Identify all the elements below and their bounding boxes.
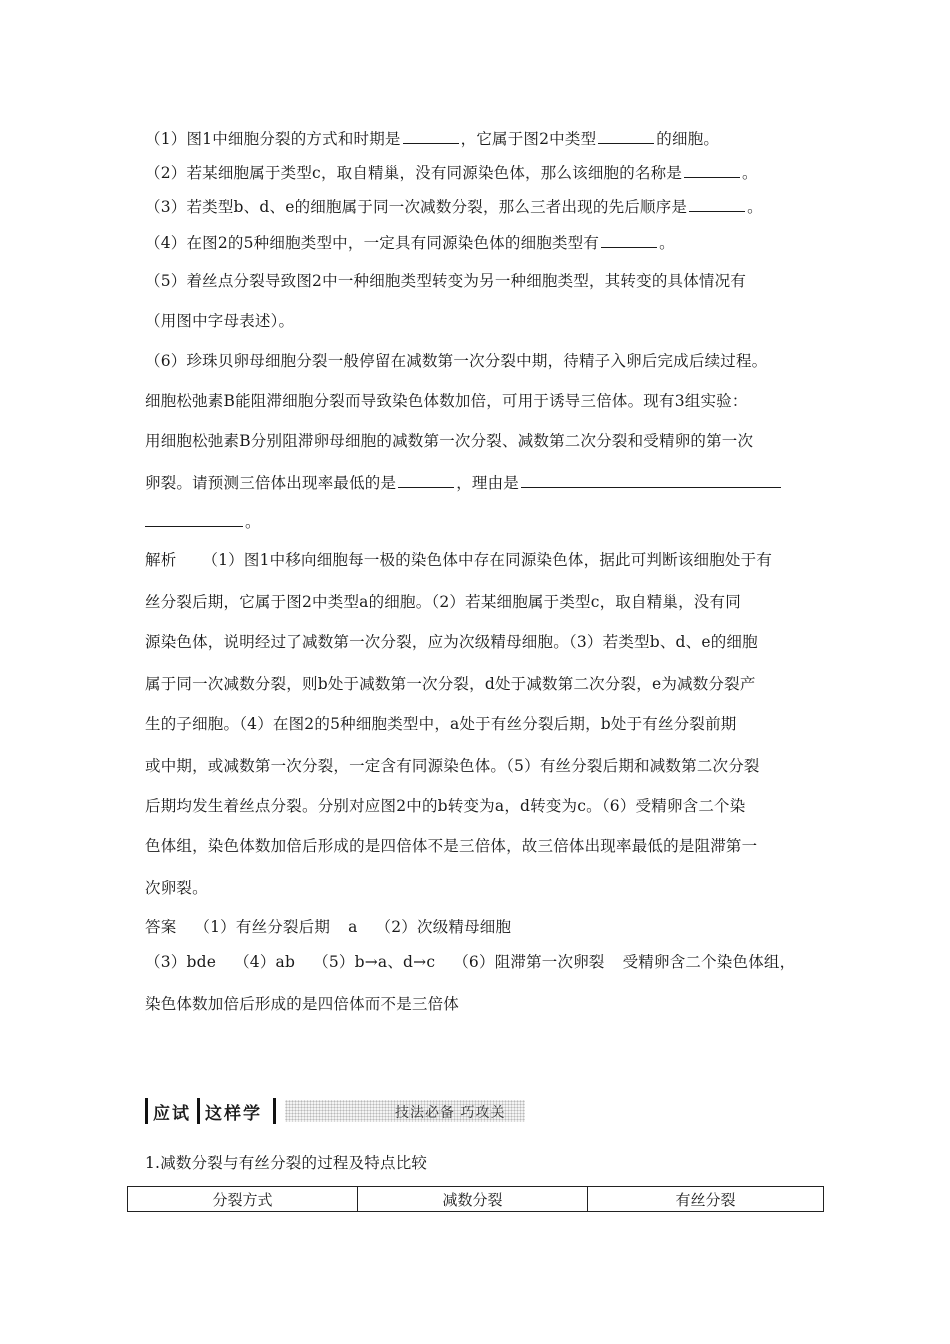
analysis-line-6: 或中期，或减数第一次分裂，一定含有同源染色体。（5）有丝分裂后期和减数第二次分裂 [145,757,760,775]
question-6-line-5 [145,512,810,532]
table-header-cell: 减数分裂 [358,1187,588,1212]
banner-divider [197,1098,200,1124]
answer-line-3: 染色体数加倍后形成的是四倍体而不是三倍体 [145,995,460,1013]
answer-line-1 [145,917,810,937]
answer-5: （5）b→a、d→c [313,953,436,971]
analysis-text: （1）图1中移向细胞每一极的染色体中存在同源染色体，据此可判断该细胞处于有 [202,551,773,569]
section-banner [145,1098,525,1124]
analysis-line-4: 属于同一次减数分裂，则b处于减数第一次分裂，d处于减数第二次分裂，e为减数分裂产 [145,675,756,693]
analysis-line-8: 色体组，染色体数加倍后形成的是四倍体不是三倍体，故三倍体出现率最低的是阻滞第一 [145,837,758,855]
table-section-title: 1.减数分裂与有丝分裂的过程及特点比较 [145,1154,428,1172]
question-6-text-b: ，理由是 [456,474,520,492]
answer-line-2 [145,952,810,972]
question-5-line-2: （用图中字母表述）。 [145,312,295,330]
question-1-text-b: ，它属于图2中类型 [460,130,597,148]
banner-word-2: 这样学 [205,1104,262,1124]
answer-blank [145,512,243,527]
question-6-line-4 [145,473,810,493]
answer-4: （4）ab [234,953,296,971]
answer-blank [398,473,454,488]
comparison-table [127,1186,824,1212]
answer-blank [684,163,740,178]
question-6-line-3: 用细胞松弛素B分别阻滞卵母细胞的减数第一次分裂、减数第二次分裂和受精卵的第一次 [145,432,754,450]
question-2 [145,163,810,183]
answer-1: （1）有丝分裂后期 [194,918,331,936]
banner-subtitle: 技法必备 巧攻关 [395,1105,506,1121]
analysis-line-7: 后期均发生着丝点分裂。分别对应图2中的b转变为a，d转变为c。（6）受精卵含二个染 [145,797,746,815]
question-3-text-a: （3）若类型b、d、e的细胞属于同一次减数分裂，那么三者出现的先后顺序是 [145,198,688,216]
table-header-cell: 有丝分裂 [588,1187,824,1212]
analysis-line-5: 生的子细胞。（4）在图2的5种细胞类型中，a处于有丝分裂后期，b处于有丝分裂前期 [145,715,737,733]
banner-divider [145,1098,148,1124]
analysis-line-9: 次卵裂。 [145,879,208,897]
question-1 [145,129,810,149]
question-6-text-a: 卵裂。请预测三倍体出现率最低的是 [145,474,397,492]
answer-blank [601,233,657,248]
question-1-text-a: （1）图1中细胞分裂的方式和时期是 [145,130,401,148]
answer-1b: a [348,918,358,936]
question-2-text-b: 。 [742,164,758,182]
analysis-line-2: 丝分裂后期，它属于图2中类型a的细胞。（2）若某细胞属于类型c，取自精巢，没有同 [145,593,741,611]
answer-3: （3）bde [145,953,217,971]
question-2-text-a: （2）若某细胞属于类型c，取自精巢，没有同源染色体，那么该细胞的名称是 [145,164,683,182]
table-header-cell: 分裂方式 [128,1187,358,1212]
banner-divider [273,1098,276,1124]
answer-label: 答案 [145,918,177,936]
question-1-text-c: 的细胞。 [656,130,720,148]
answer-blank [689,197,745,212]
question-3 [145,197,810,217]
analysis-line-1 [145,550,810,570]
banner-word-1: 应试 [153,1104,191,1124]
question-4-text-a: （4）在图2的5种细胞类型中，一定具有同源染色体的细胞类型有 [145,234,600,252]
answer-2: （2）次级精母细胞 [375,918,512,936]
question-5-line-1: （5）着丝点分裂导致图2中一种细胞类型转变为另一种细胞类型，其转变的具体情况有 [145,272,747,290]
question-3-text-b: 。 [747,198,763,216]
answer-6: （6）阻滞第一次卵裂 [453,953,605,971]
analysis-line-3: 源染色体，说明经过了减数第一次分裂，应为次级精母细胞。（3）若类型b、d、e的细胞 [145,633,758,651]
answer-blank [403,129,459,144]
answer-blank-long [521,473,781,488]
question-4-text-b: 。 [659,234,675,252]
question-6-line-2: 细胞松弛素B能阻滞细胞分裂而导致染色体数加倍，可用于诱导三倍体。现有3组实验： [145,392,748,410]
table-header-row [128,1187,824,1212]
answer-blank [598,129,654,144]
question-4 [145,233,810,253]
question-6-text-end: 。 [245,513,261,531]
answer-6b: 受精卵含二个染色体组， [622,953,796,971]
question-6-line-1: （6）珍珠贝卵母细胞分裂一般停留在减数第一次分裂中期，待精子入卵后完成后续过程。 [145,352,768,370]
analysis-label: 解析 [145,551,177,569]
